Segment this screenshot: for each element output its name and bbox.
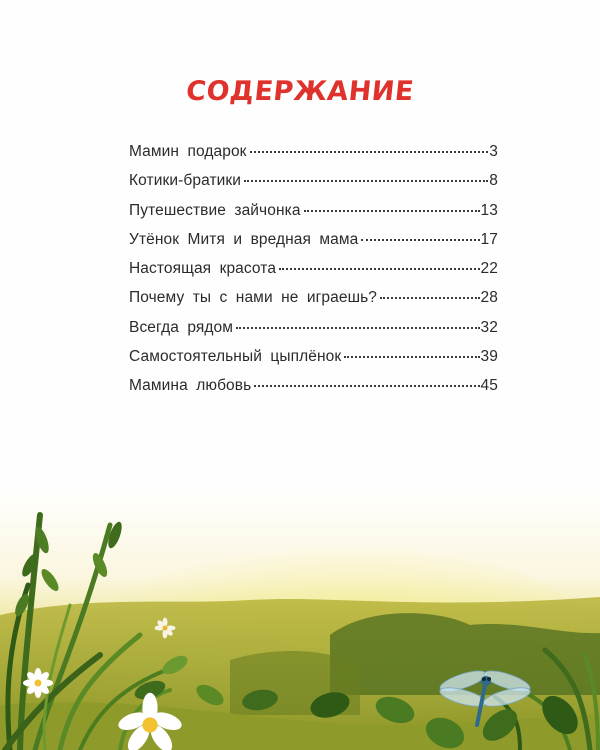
- toc-dot-leader: [250, 151, 489, 153]
- toc-entry[interactable]: [129, 289, 498, 318]
- toc-entry-title: Котики-братики: [129, 172, 242, 190]
- toc-entry[interactable]: [129, 260, 498, 289]
- toc-dot-leader: [344, 356, 479, 358]
- toc-entry-title: Утёнок Митя и вредная мама: [129, 230, 359, 248]
- toc-entry[interactable]: [129, 348, 498, 377]
- toc-entry-title: Самостоятельный цыплёнок: [129, 348, 342, 366]
- toc-dot-leader: [236, 327, 480, 329]
- toc-entry-title: Всегда рядом: [129, 318, 233, 336]
- toc-dot-leader: [279, 268, 480, 270]
- toc-entry[interactable]: [129, 172, 498, 201]
- toc-entry[interactable]: [129, 202, 498, 231]
- toc-entry[interactable]: [129, 143, 498, 172]
- toc-entry-title: Мамин подарок: [129, 143, 247, 160]
- toc-entry-title: Путешествие зайчонка: [129, 201, 301, 219]
- toc-entry-page: 13: [480, 201, 498, 219]
- table-of-contents: [129, 143, 498, 407]
- toc-entry[interactable]: [129, 319, 498, 348]
- toc-entry-title: Мамина любовь: [129, 377, 252, 395]
- toc-entry-page: 32: [480, 318, 498, 336]
- toc-dot-leader: [380, 297, 480, 299]
- toc-entry-page: 28: [480, 289, 498, 307]
- toc-entry-page: 17: [480, 230, 498, 248]
- toc-entry-page: 39: [480, 348, 498, 366]
- toc-dot-leader: [254, 385, 479, 387]
- toc-entry[interactable]: [129, 377, 498, 406]
- toc-dot-leader: [361, 239, 479, 241]
- meadow-illustration: [0, 485, 600, 750]
- toc-dot-leader: [304, 210, 480, 212]
- toc-dot-leader: [244, 180, 488, 182]
- toc-entry[interactable]: [129, 231, 498, 260]
- toc-entry-page: 45: [480, 377, 498, 395]
- toc-entry-title: Почему ты с нами не играешь?: [129, 289, 377, 307]
- toc-entry-title: Настоящая красота: [129, 260, 277, 278]
- page-title: СОДЕРЖАНИЕ: [184, 76, 416, 107]
- toc-entry-page: 8: [489, 172, 498, 190]
- toc-entry-page: 3: [489, 143, 498, 160]
- toc-entry-page: 22: [480, 260, 498, 278]
